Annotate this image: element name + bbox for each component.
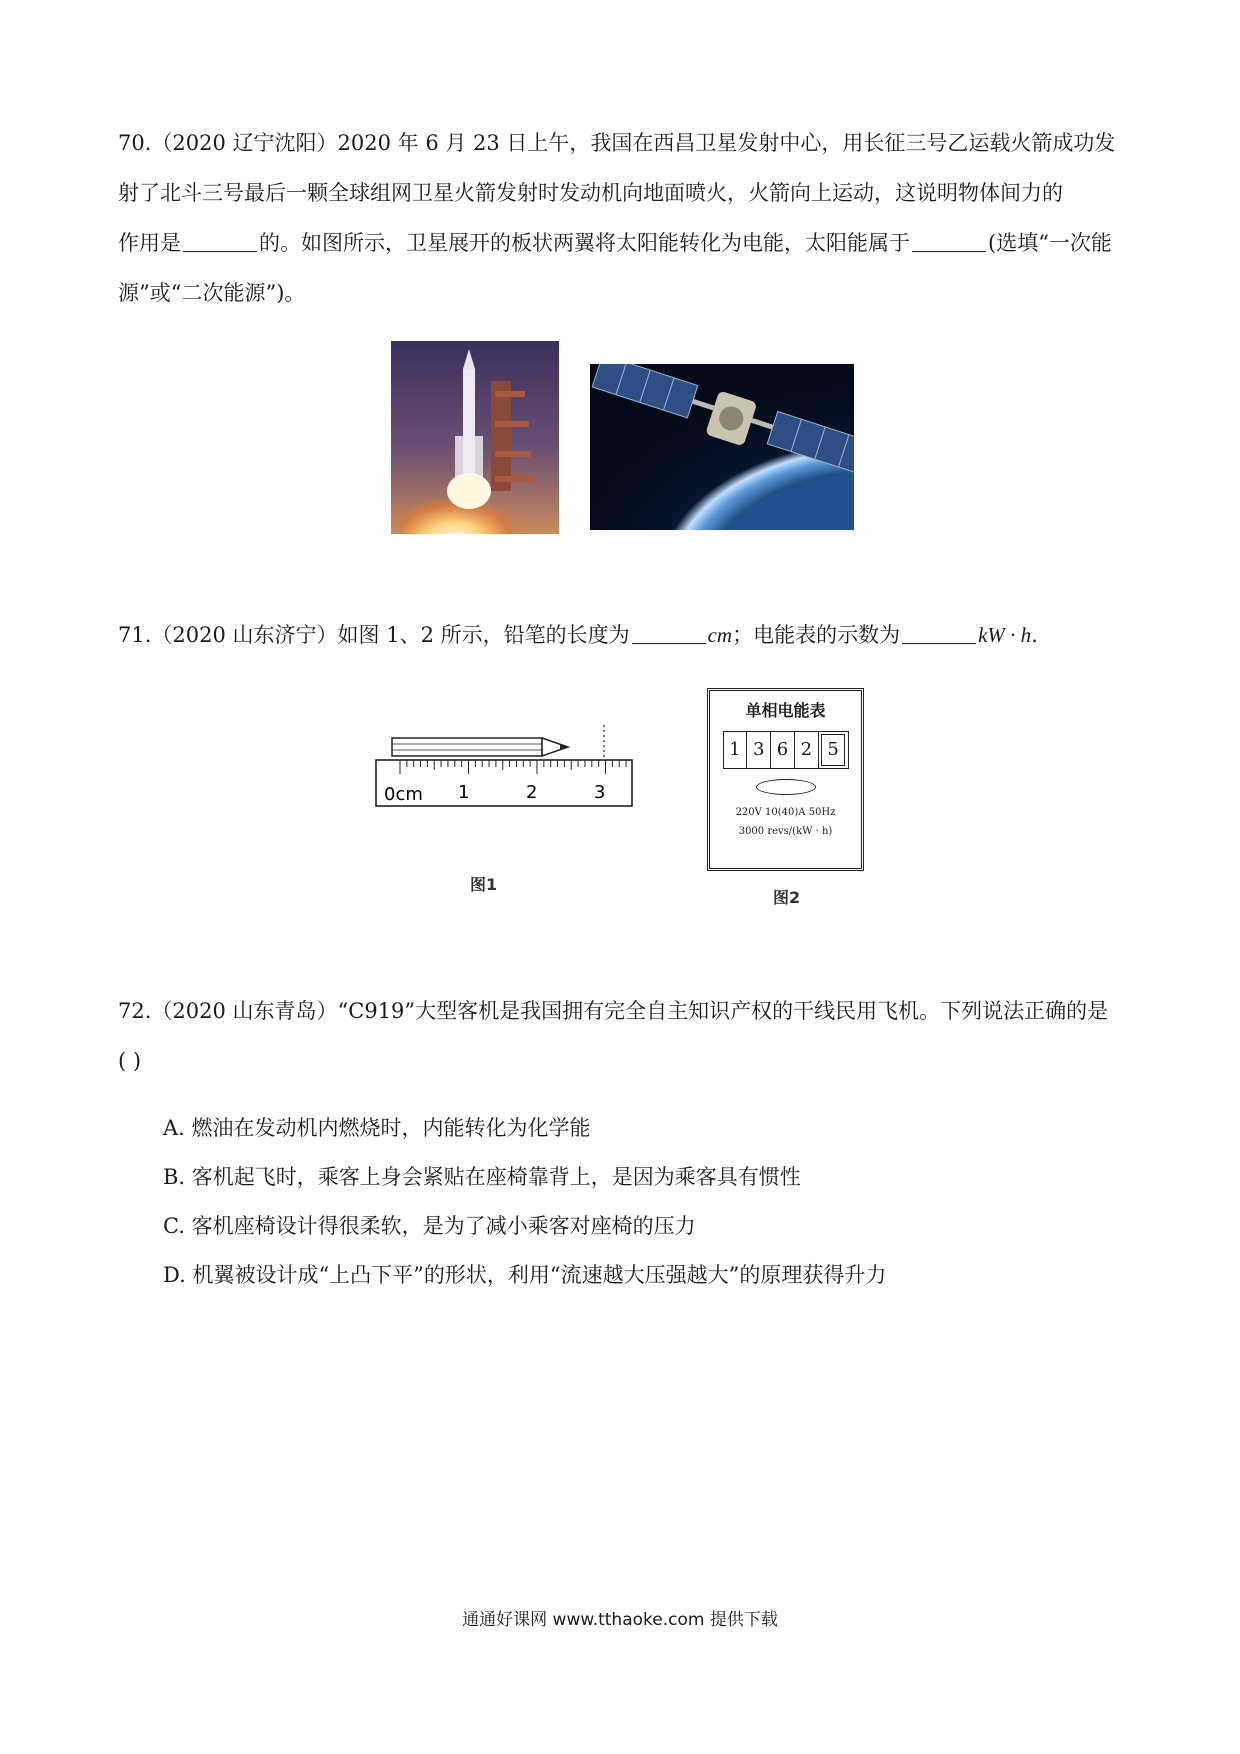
meter-display [723,731,849,769]
option-d: D. 机翼被设计成“上凸下平”的形状，利用“流速越大压强越大”的原理获得升力 [163,1263,887,1287]
question-72 [118,986,1128,1086]
meter-spec-2: 3000 revs/(kW · h) [738,826,833,837]
meter-spec-1: 220V 10(40)A 50Hz [735,807,836,818]
rocket-launch-image [391,341,559,534]
option-b: B. 客机起飞时，乘客上身会紧贴在座椅靠背上，是因为乘客具有惯性 [163,1165,801,1189]
figure-1-caption: 图1 [470,875,498,894]
electricity-meter [707,688,864,871]
figure-2-caption: 图2 [773,888,801,907]
meter-digit: 6 [771,732,795,768]
satellite-image [590,364,854,530]
ruler-label-3: 3 [594,782,606,803]
q72-line-1: 72.（2020 山东青岛）“C919”大型客机是我国拥有完全自主知识产权的干线民用飞机。下列说法正确的是 [118,999,1109,1023]
option-a: A. 燃油在发动机内燃烧时，内能转化为化学能 [163,1116,591,1140]
answer-blank [183,229,257,252]
answer-blank [912,229,986,252]
question-71 [118,610,1128,660]
pencil-ruler-figure [372,720,642,815]
ruler-label-1: 1 [458,782,470,803]
meter-digit-decimal: 5 [821,734,846,766]
option-c: C. 客机座椅设计得很柔软，是为了减小乘客对座椅的压力 [163,1214,696,1238]
q71-line-1: 71.（2020 山东济宁）如图 1、2 所示，铅笔的长度为 cm；电能表的示数为 kW · h. [118,623,1038,647]
meter-digit: 1 [724,732,748,768]
meter-disc [756,779,816,795]
question-70 [118,118,1128,318]
answer-blank [632,621,706,644]
q70-line-1: 70.（2020 辽宁沈阳）2020 年 6 月 23 日上午，我国在西昌卫星发射中心，用长征三号乙运载火箭成功发 [118,131,1116,155]
q70-line-4: 源”或“二次能源”)。 [118,281,306,305]
meter-digit: 2 [795,732,819,768]
ruler-label-2: 2 [526,782,538,803]
q70-line-3: 作用是 的。如图所示，卫星展开的板状两翼将太阳能转化为电能，太阳能属于 (选填“一次能 [118,231,1112,255]
q72-answer-paren: ( ) [118,1049,142,1073]
meter-title: 单相电能表 [745,701,826,720]
q70-line-2: 射了北斗三号最后一颗全球组网卫星火箭发射时发动机向地面喷火，火箭向上运动，这说明物体间力的 [118,181,1063,205]
meter-digit: 3 [747,732,771,768]
ruler-label-0: 0cm [384,784,423,805]
footer-credit: 通通好课网 www.tthaoke.com 提供下载 [462,1610,778,1630]
answer-blank [902,621,976,644]
